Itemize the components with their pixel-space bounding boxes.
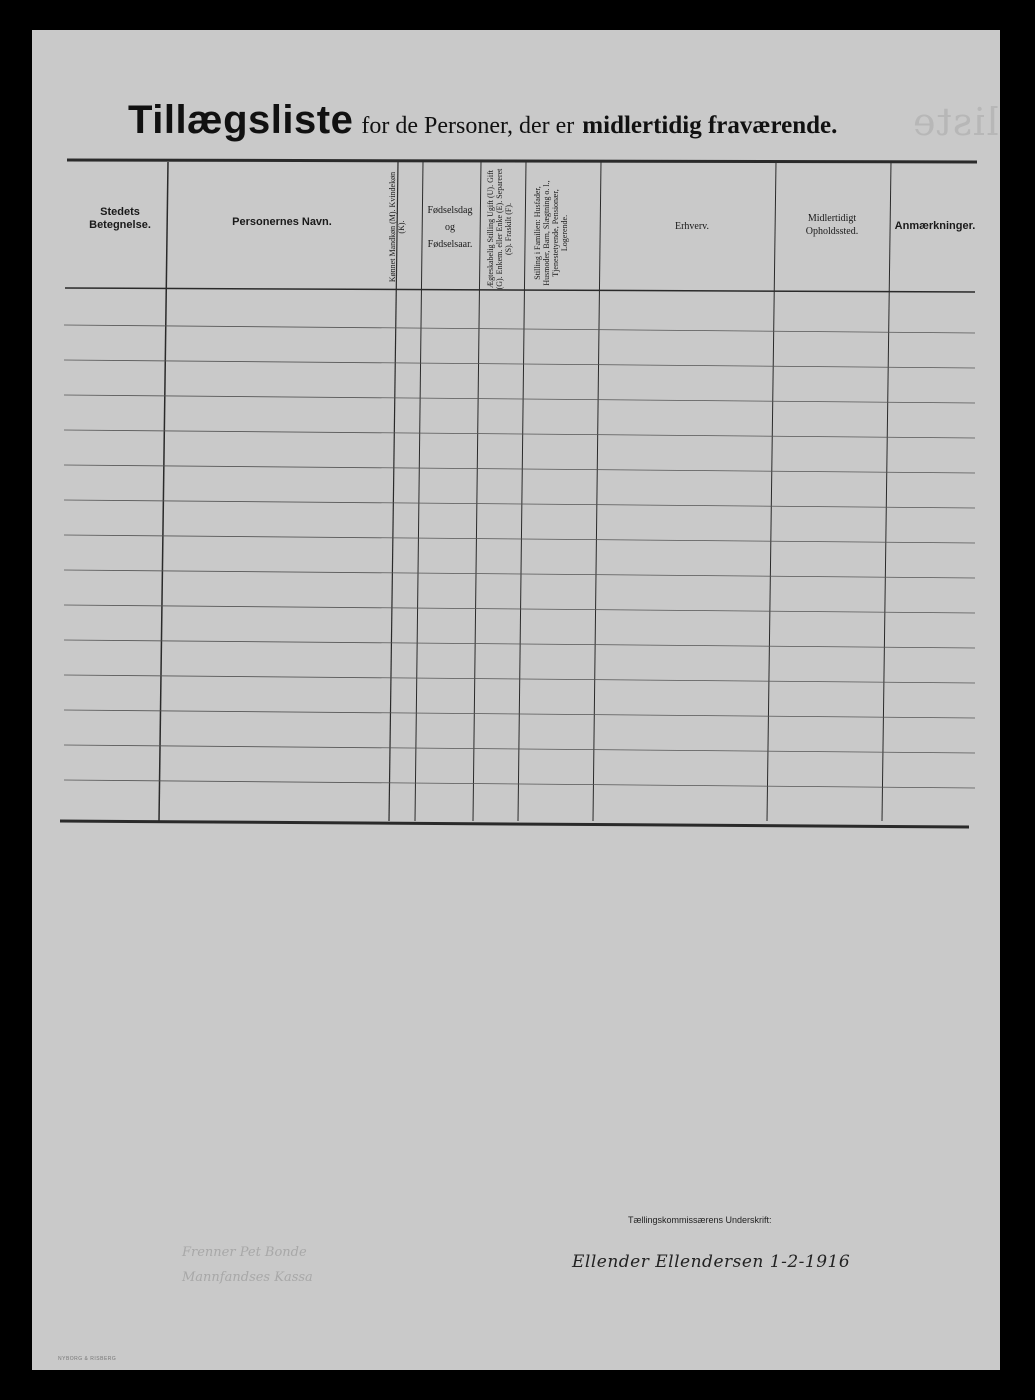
col-header-familie: Stilling i Familien: Husfader, Husmoder, Barn, Slægtning o. l., Tjenestetyende, Pensionær, Logerende. <box>533 180 569 286</box>
row-line <box>64 325 975 333</box>
signature-label: Tællingskommissærens Underskrift: <box>628 1215 772 1225</box>
bleed-through-text: liste <box>912 100 999 144</box>
row-line <box>64 500 975 508</box>
row-line <box>64 360 975 368</box>
col-header-anmaerkninger: Anmærkninger. <box>894 220 976 232</box>
row-line <box>64 605 975 613</box>
col-header-stedets: Stedets Betegnelse. <box>89 206 151 231</box>
opholdssted-line-1: Midlertidigt <box>807 213 857 224</box>
fodsel-line-2: og <box>445 222 455 233</box>
col-header-fodsel <box>420 202 480 253</box>
signature: Ellender Ellendersen 1-2-1916 <box>572 1252 851 1272</box>
title-part1: for de Personer, der er <box>361 113 575 139</box>
col-line-8 <box>882 162 891 821</box>
col-line-7 <box>767 162 776 821</box>
fodsel-line-3: Fødselsaar. <box>427 239 473 250</box>
faded-handwriting-2: Mannfandses Kassa <box>182 1270 313 1285</box>
row-line <box>64 395 975 403</box>
row-line <box>64 535 975 543</box>
title-part2: midlertidig fraværende. <box>582 112 838 139</box>
census-sheet <box>32 30 1000 1370</box>
opholdssted-line-2: Opholdssted. <box>805 226 859 237</box>
col-line-4 <box>473 162 481 821</box>
printer-mark: NYBORG & RISBERG <box>58 1356 117 1362</box>
col-line-1 <box>159 162 168 821</box>
faded-handwriting-1: Frenner Pet Bonde <box>182 1245 307 1260</box>
col-header-aegteskab: Ægteskabelig Stilling Ugift (U). Gift (G). Enkem. eller Enke (E). Separeret (S). Fraskilt (F). <box>486 168 513 290</box>
col-header-erhverv: Erhverv. <box>674 221 710 232</box>
col-header-navn: Personernes Navn. <box>232 216 332 228</box>
row-line <box>64 745 975 753</box>
fodsel-line-1: Fødselsdag <box>427 205 473 216</box>
row-line <box>64 465 975 473</box>
row-line <box>64 570 975 578</box>
table-bottom-rule <box>60 821 969 827</box>
row-line <box>64 430 975 438</box>
col-header-opholdssted <box>792 212 872 238</box>
row-line <box>64 780 975 788</box>
col-header-kjonnet: Kønnet Mandkøn (M). Kvindekøn (K). <box>388 171 406 283</box>
row-line <box>64 640 975 648</box>
header-top-rule <box>67 160 977 162</box>
col-line-3 <box>415 162 423 821</box>
title-main: Tillægsliste <box>128 98 354 142</box>
